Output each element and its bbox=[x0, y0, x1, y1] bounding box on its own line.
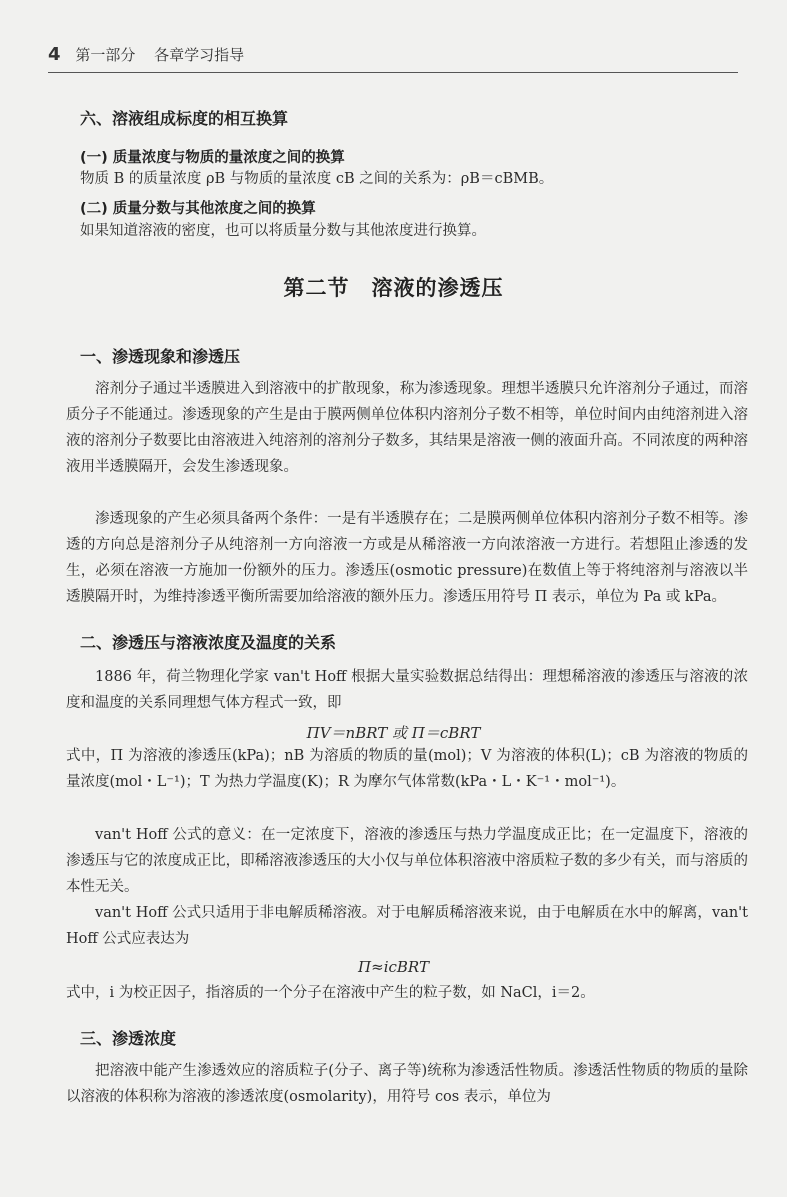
subheading-2: (二) 质量分数与其他浓度之间的换算 bbox=[80, 201, 316, 217]
part1-paragraph-1: 溶剂分子通过半透膜进入到溶液中的扩散现象，称为渗透现象。理想半透膜只允许溶剂分子通过，而溶质分子不能通过。渗透现象的产生是由于膜两侧单位体积内溶剂分子数不相等，单位时间内由纯溶剂进入溶液的溶剂分子数要比由溶液进入纯溶剂的溶剂分子数多，其结果是溶液一侧的液面升高。不同浓度的两种溶液用半透膜隔开，会发生渗透现象。 bbox=[66, 381, 748, 475]
formula-electrolyte: Π≈icBRT bbox=[358, 958, 429, 976]
heading-part2: 二、渗透压与溶液浓度及温度的关系 bbox=[80, 633, 337, 652]
heading-part3: 三、渗透浓度 bbox=[80, 1029, 177, 1048]
heading-part1: 一、渗透现象和渗透压 bbox=[80, 347, 241, 366]
running-header bbox=[48, 44, 738, 65]
header-rule bbox=[48, 72, 738, 73]
formula-vant-hoff: ΠV＝nBRT 或 Π＝cBRT bbox=[306, 724, 481, 742]
header-part: 第一部分 bbox=[75, 46, 136, 64]
sec6-text-2: 如果知道溶液的密度，也可以将质量分数与其他浓度进行换算。 bbox=[80, 223, 486, 239]
part2-paragraph-5: 式中，i 为校正因子，指溶质的一个分子在溶液中产生的粒子数，如 NaCl，i＝2。 bbox=[66, 985, 595, 1001]
part2-paragraph-3: van't Hoff 公式的意义：在一定浓度下，溶液的渗透压与热力学温度成正比；在一定温度下，溶液的渗透压与它的浓度成正比，即稀溶液渗透压的大小仅与单位体积溶液中溶质粒子数的多少有关，而与溶质的本性无关。 bbox=[66, 827, 748, 895]
part1-paragraph-2: 渗透现象的产生必须具备两个条件：一是有半透膜存在；二是膜两侧单位体积内溶剂分子数不相等。渗透的方向总是溶剂分子从纯溶剂一方向溶液一方或是从稀溶液一方向浓溶液一方进行。若想阻止渗透的发生，必须在溶液一方施加一份额外的压力。渗透压(osmotic pressure)在数值上等于将纯溶剂与溶液以半透膜隔开时，为维持渗透平衡所需要加给溶液的额外压力。渗透压用符号 Π 表示，单位为 Pa 或 kPa。 bbox=[66, 511, 748, 605]
part2-paragraph-4: van't Hoff 公式只适用于非电解质稀溶液。对于电解质稀溶液来说，由于电解质在水中的解离，van't Hoff 公式应表达为 bbox=[66, 905, 748, 947]
part2-paragraph-2: 式中，Π 为溶液的渗透压(kPa)；nB 为溶质的物质的量(mol)；V 为溶液的体积(L)；cB 为溶液的物质的量浓度(mol・L⁻¹)；T 为热力学温度(K)；R 为摩尔气体常数(kPa・L・K⁻¹・mol⁻¹)。 bbox=[66, 748, 748, 790]
subheading-1: (一) 质量浓度与物质的量浓度之间的换算 bbox=[80, 150, 345, 166]
part3-paragraph-1: 把溶液中能产生渗透效应的溶质粒子(分子、离子等)统称为渗透活性物质。渗透活性物质的物质的量除以溶液的体积称为溶液的渗透浓度(osmolarity)，用符号 cos 表示，单位为 bbox=[66, 1063, 748, 1105]
part2-paragraph-1: 1886 年，荷兰物理化学家 van't Hoff 根据大量实验数据总结得出：理想稀溶液的渗透压与溶液的浓度和温度的关系同理想气体方程式一致，即 bbox=[66, 669, 748, 711]
header-title: 各章学习指导 bbox=[154, 46, 245, 64]
heading-sec6: 六、溶液组成标度的相互换算 bbox=[80, 109, 289, 128]
page-number: 4 bbox=[48, 44, 61, 65]
section-title: 第二节 溶液的渗透压 bbox=[283, 276, 504, 300]
sec6-text-1: 物质 B 的质量浓度 ρB 与物质的量浓度 cB 之间的关系为：ρB＝cBMB。 bbox=[80, 171, 554, 187]
